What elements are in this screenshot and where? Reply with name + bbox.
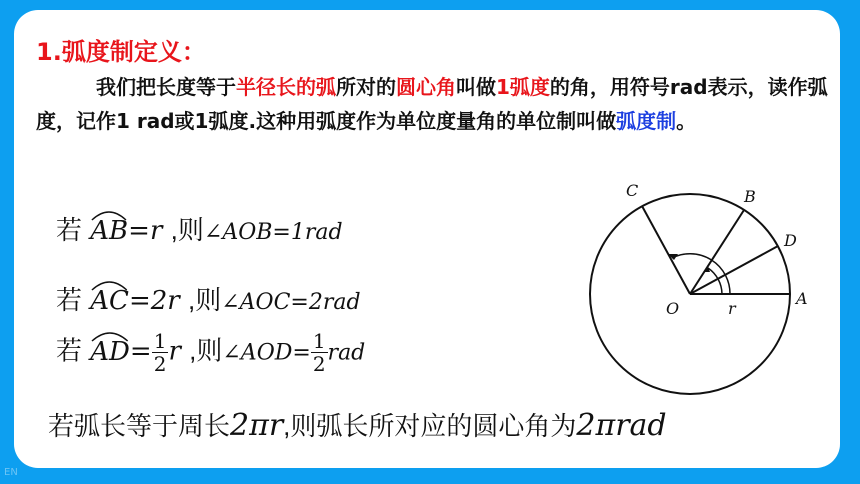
formula-unit: rad bbox=[327, 340, 366, 366]
label-d: D bbox=[784, 231, 797, 250]
arc-ac bbox=[90, 286, 129, 316]
radius-ob bbox=[690, 210, 744, 294]
arc-mark-icon bbox=[90, 278, 129, 292]
arc-label: AB bbox=[90, 216, 129, 246]
arc-label: AD bbox=[90, 336, 130, 367]
highlight-central-angle: 圆心角 bbox=[396, 75, 456, 99]
radius-oc bbox=[642, 206, 690, 294]
label-a: A bbox=[796, 289, 808, 308]
formula-ruo: 若 bbox=[56, 215, 83, 245]
arc-ad bbox=[90, 337, 130, 367]
fraction-numerator: 1 bbox=[153, 329, 167, 353]
formula-angle: ∠AOB=1rad bbox=[203, 220, 343, 245]
label-b: B bbox=[744, 187, 756, 206]
footer-text-1: 若弧长等于周长 bbox=[48, 411, 231, 441]
fraction-half bbox=[152, 330, 169, 375]
definition-text-3: 叫做 bbox=[456, 75, 496, 99]
formula-ze: ,则 bbox=[187, 285, 222, 315]
footer-math-2: 2πrad bbox=[576, 408, 667, 443]
formula-eq: = bbox=[129, 336, 152, 367]
arc-ab bbox=[90, 216, 128, 246]
definition-text-1: 我们把长度等于 bbox=[96, 75, 236, 99]
highlight-radian-system: 弧度制 bbox=[616, 109, 677, 133]
footer-text-2: ,则弧长所对应的圆心角为 bbox=[283, 411, 577, 441]
arc-label: AC bbox=[90, 286, 129, 316]
footer-sentence bbox=[48, 406, 667, 443]
formula-ac bbox=[56, 280, 361, 317]
highlight-arc-radius: 半径长的弧 bbox=[236, 75, 336, 99]
formula-ad bbox=[56, 330, 365, 375]
fraction-denominator: 2 bbox=[312, 352, 326, 376]
formula-ab bbox=[56, 210, 343, 247]
label-r: r bbox=[728, 299, 736, 318]
slide-canvas bbox=[14, 10, 840, 468]
formula-r: r bbox=[168, 336, 181, 367]
formula-rhs: =2r bbox=[128, 286, 180, 316]
formula-ruo: 若 bbox=[56, 285, 83, 315]
definition-text-4: 的角，用符号rad表示，读作弧度，记作1 rad或1弧度.这种用弧度作为单位度量角的单位制叫做 bbox=[36, 75, 828, 133]
label-c: C bbox=[626, 181, 639, 200]
definition-text-5: 。 bbox=[676, 109, 697, 133]
fraction-numerator: 1 bbox=[312, 329, 326, 353]
section-title: 1.弧度制定义： bbox=[36, 38, 206, 66]
arc-mark-icon bbox=[90, 329, 130, 343]
formula-angle: ∠AOC=2rad bbox=[221, 290, 361, 315]
formula-ze: ,则 bbox=[170, 215, 204, 245]
footer-math-1: 2πr bbox=[230, 408, 284, 443]
corner-mark: EN bbox=[4, 467, 18, 478]
label-o: O bbox=[666, 299, 680, 318]
fraction-half-2 bbox=[311, 330, 328, 375]
formula-ze: ,则 bbox=[189, 335, 223, 366]
fraction-denominator: 2 bbox=[153, 352, 167, 376]
definition-text-2: 所对的 bbox=[336, 75, 396, 99]
definition-paragraph bbox=[36, 70, 844, 138]
arc-mark-icon bbox=[90, 208, 128, 222]
radius-od bbox=[690, 246, 778, 294]
formula-rhs: =r bbox=[128, 216, 163, 246]
radian-circle-diagram bbox=[546, 160, 816, 398]
formula-ruo: 若 bbox=[56, 335, 83, 366]
highlight-one-radian: 1弧度 bbox=[496, 75, 550, 99]
formula-angle: ∠AOD= bbox=[222, 340, 311, 366]
